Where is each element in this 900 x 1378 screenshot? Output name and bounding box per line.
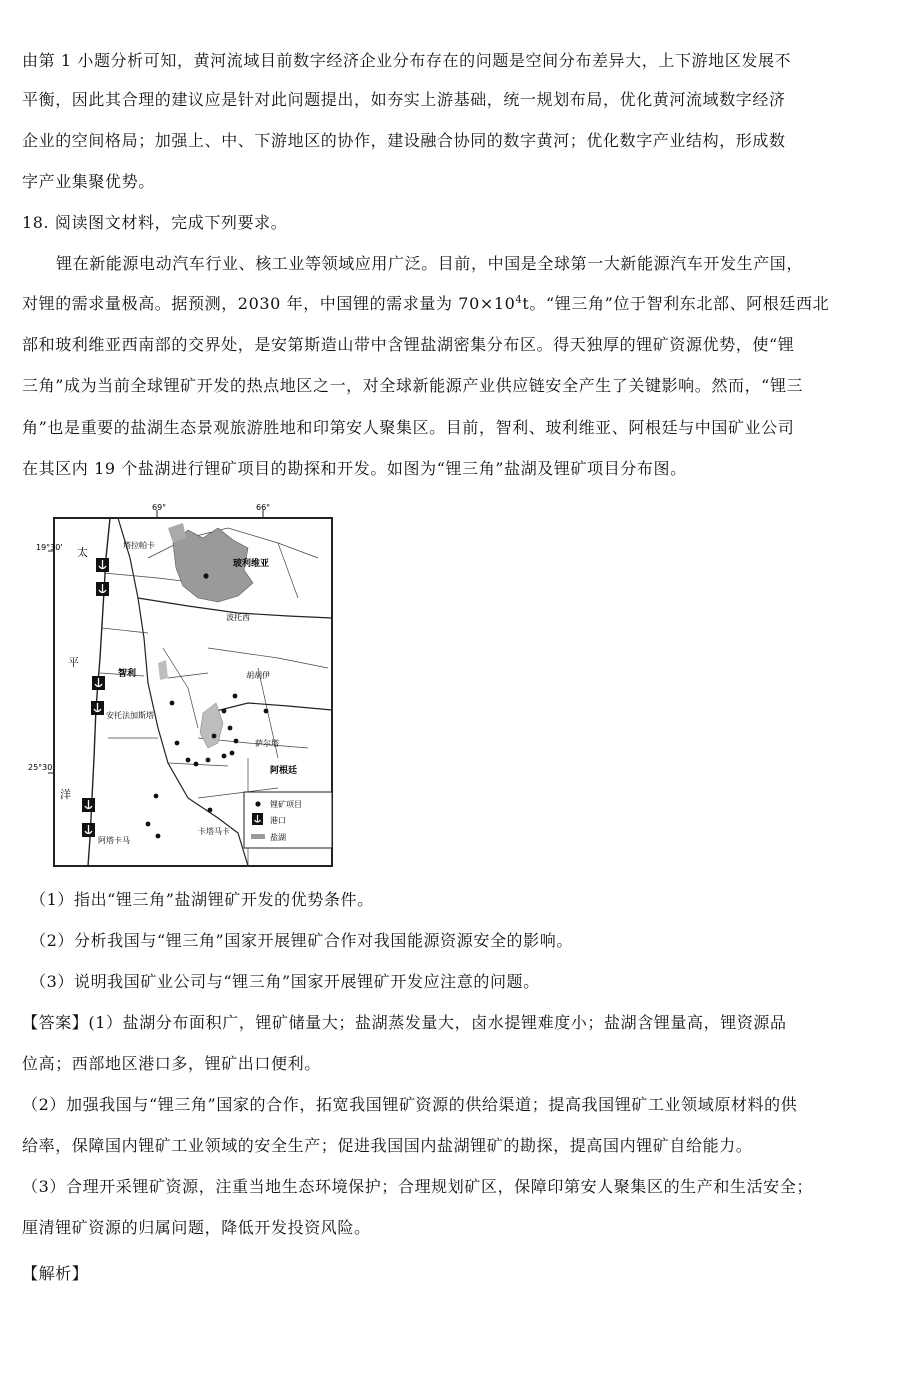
lithium-project-point	[156, 834, 161, 839]
lithium-project-point	[264, 709, 269, 714]
legend-port-symbol	[252, 813, 263, 825]
lithium-project-point	[154, 794, 159, 799]
answer-line: 位高；西部地区港口多，锂矿出口便利。	[22, 1054, 321, 1073]
superscript: 4	[515, 294, 523, 306]
lithium-project-point	[146, 822, 151, 827]
sub-question: （2）分析我国与“锂三角”国家开展锂矿合作对我国能源资源安全的影响。	[30, 931, 573, 950]
material-paragraph: 在其区内 19 个盐湖进行锂矿项目的勘探和开发。如图为“锂三角”盐湖及锂矿项目分布图。	[22, 459, 687, 478]
lithium-project-point	[175, 741, 180, 746]
latitude-label: 19°30'	[36, 543, 63, 552]
place-label: 卡塔马卡	[198, 827, 230, 836]
place-label: 萨尔塔	[255, 739, 279, 748]
question-number: 18. 阅读图文材料，完成下列要求。	[22, 213, 288, 232]
port-icon	[96, 558, 109, 572]
text-span: t。“锂三角”位于智利东北部、阿根廷西北	[522, 294, 830, 313]
ocean-label: 平	[68, 656, 79, 669]
lithium-project-point	[212, 734, 217, 739]
country-label: 阿根廷	[270, 766, 298, 776]
lithium-project-point	[203, 573, 208, 578]
sub-question: （1）指出“锂三角”盐湖锂矿开发的优势条件。	[30, 890, 374, 909]
lithium-project-point	[186, 758, 191, 763]
lithium-project-point	[194, 762, 199, 767]
material-paragraph: 锂在新能源电动汽车行业、核工业等领域应用广泛。目前，中国是全球第一大新能源汽车开发生产国，	[56, 254, 804, 273]
answer-line: （2）加强我国与“锂三角”国家的合作，拓宽我国锂矿资源的供给渠道；提高我国锂矿工业领域原材料的供	[22, 1095, 798, 1114]
ocean-label: 洋	[60, 788, 71, 801]
port-icon	[91, 701, 104, 715]
lithium-project-point	[170, 701, 175, 706]
text-span: 对锂的需求量极高。据预测，2030 年，中国锂的需求量为 70×10	[22, 294, 516, 313]
place-label: 胡胡伊	[246, 671, 270, 680]
country-label: 智利	[118, 669, 137, 679]
lithium-project-point	[230, 751, 235, 756]
legend-project-label: 锂矿项目	[270, 800, 302, 809]
latitude-label: 25°30'	[28, 763, 55, 772]
sub-question: （3）说明我国矿业公司与“锂三角”国家开展锂矿开发应注意的问题。	[30, 972, 540, 991]
map-legend	[244, 792, 332, 848]
ocean-label: 太	[77, 546, 88, 559]
longitude-label: 66°	[256, 503, 271, 512]
place-label: 安托法加斯塔	[106, 711, 154, 720]
answer-line: 给率，保障国内锂矿工业领域的安全生产；促进我国国内盐湖锂矿的勘探，提高国内锂矿自给能力。	[22, 1136, 753, 1155]
country-label: 玻利维亚	[233, 559, 270, 569]
lithium-project-point	[222, 754, 227, 759]
legend-project-symbol	[255, 801, 260, 806]
place-label: 阿塔卡马	[98, 836, 130, 845]
port-icon	[96, 582, 109, 596]
lithium-project-point	[228, 726, 233, 731]
text-line: 平衡，因此其合理的建议应是针对此问题提出，如夯实上游基础，统一规划布局，优化黄河流域数字经济	[22, 90, 786, 109]
lithium-project-point	[208, 808, 213, 813]
port-icon	[82, 823, 95, 837]
answer-line: （3）合理开采锂矿资源，注重当地生态环境保护；合理规划矿区，保障印第安人聚集区的生产和生活安全；	[22, 1177, 813, 1196]
text-line: 字产业集聚优势。	[22, 172, 155, 191]
analysis-heading: 【解析】	[22, 1264, 89, 1283]
longitude-label: 69°	[152, 503, 167, 512]
text-line: 企业的空间格局；加强上、中、下游地区的协作，建设融合协同的数字黄河；优化数字产业结构，形成数	[22, 131, 786, 150]
lithium-project-point	[233, 694, 238, 699]
lithium-project-point	[206, 758, 211, 763]
lithium-triangle-map	[28, 498, 336, 870]
material-paragraph: 三角”成为当前全球锂矿开发的热点地区之一，对全球新能源产业供应链安全产生了关键影响。然而，“锂三	[22, 376, 804, 395]
port-icon	[92, 676, 105, 690]
legend-salt-lake-symbol	[251, 834, 265, 839]
port-icon	[82, 798, 95, 812]
legend-port-label: 港口	[270, 816, 286, 825]
material-paragraph: 角”也是重要的盐湖生态景观旅游胜地和印第安人聚集区。目前，智利、玻利维亚、阿根廷与中国矿业公司	[22, 418, 795, 437]
material-paragraph: 部和玻利维亚西南部的交界处，是安第斯造山带中含锂盐湖密集分布区。得天独厚的锂矿资源优势，使“锂	[22, 335, 795, 354]
place-label: 波托西	[226, 613, 250, 622]
place-label: 塔拉帕卡	[123, 541, 155, 550]
material-paragraph	[22, 294, 829, 314]
answer-line: 【答案】(1）盐湖分布面积广，锂矿储量大；盐湖蒸发量大，卤水提锂难度小；盐湖含锂量高，锂资源品	[22, 1013, 787, 1032]
answer-line: 厘清锂矿资源的归属问题，降低开发投资风险。	[22, 1218, 371, 1237]
text-line: 由第 1 小题分析可知，黄河流域目前数字经济企业分布存在的问题是空间分布差异大，上下游地区发展不	[22, 51, 792, 70]
lithium-project-point	[234, 739, 239, 744]
legend-salt-lake-label: 盐湖	[270, 833, 286, 842]
lithium-project-point	[222, 709, 227, 714]
